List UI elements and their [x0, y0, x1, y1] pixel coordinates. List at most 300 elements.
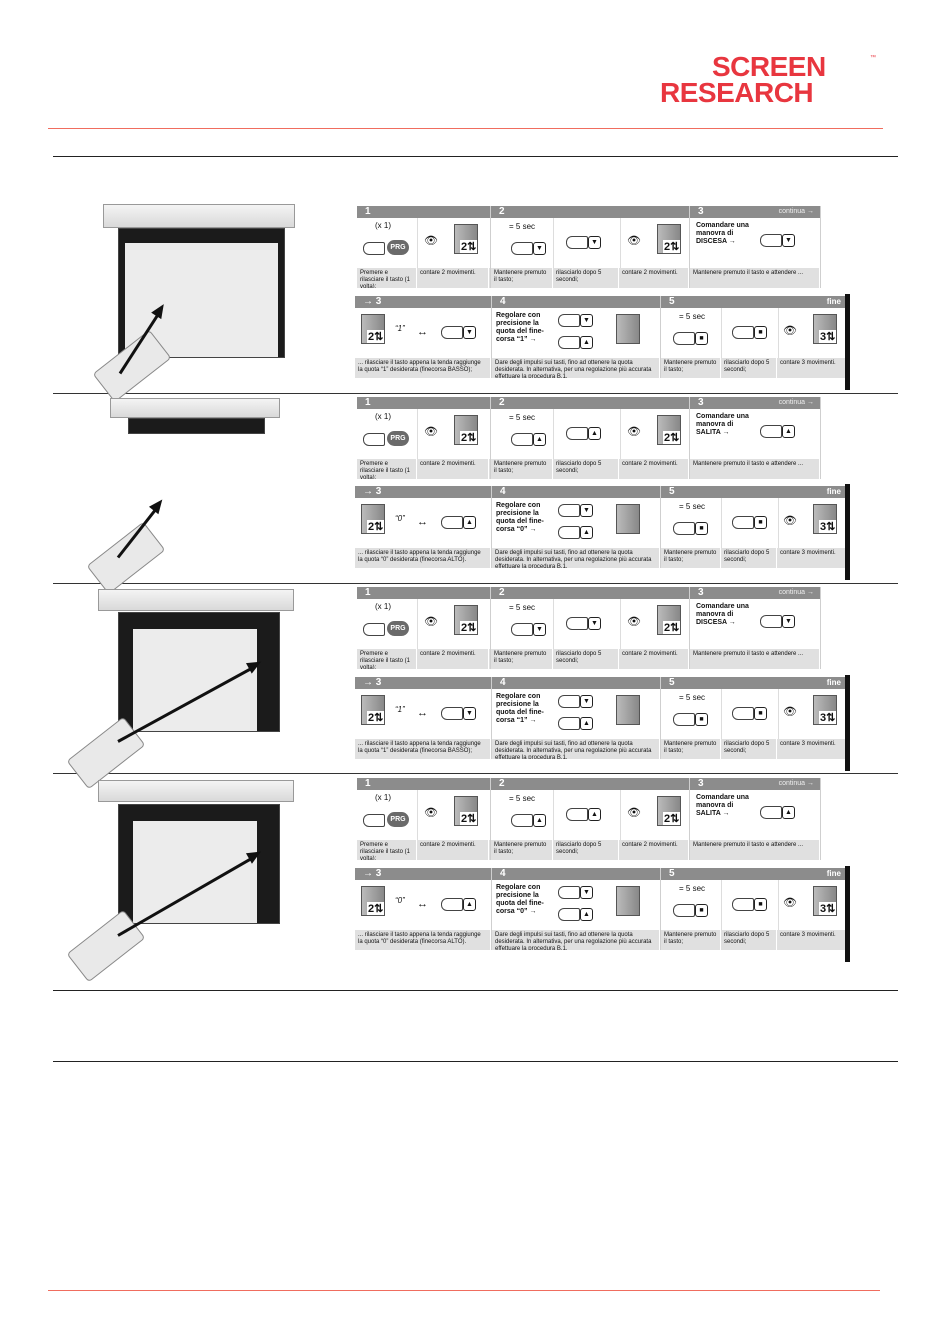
step-header [491, 587, 689, 599]
remote-key-icon: ▼ [782, 234, 795, 247]
step-header [357, 587, 490, 599]
hand-icon [673, 332, 695, 345]
step1-press [357, 409, 418, 459]
remote-key-icon: ▼ [533, 242, 546, 255]
step-caption-row [357, 268, 490, 288]
caption-release-at-limit: ... rilasciare il tasto appena la tenda raggiunge la quota “0” desiderata (finecorsa ALTO). [355, 548, 491, 568]
step-header [491, 206, 689, 218]
brand-research: RESEARCH [660, 77, 814, 108]
remote-key-icon: ▼ [580, 695, 593, 708]
step-4 [492, 486, 661, 568]
step-3 [690, 778, 821, 860]
adjust-text: Regolare con precisione la quota del fine-corsa “1” → [496, 693, 544, 724]
movement-count: 2⇅ [664, 432, 680, 444]
caption-adjust: Dare degli impulsi sui tasti, fino ad ottenere la quota desiderata. In alternativa, per una regolazione più accurata effettuare la procedura B.1. [492, 930, 660, 950]
remote-key-icon: ▲ [533, 433, 546, 446]
movement-count: 3⇅ [820, 521, 836, 533]
step-4 [492, 868, 661, 950]
bottom-rule-2 [53, 1061, 898, 1062]
hand-icon [441, 898, 463, 911]
step-3 [690, 587, 821, 669]
caption-hold: Mantenere premuto il tasto; [491, 268, 553, 288]
step-caption-row [491, 459, 689, 479]
caption-hold: Mantenere premuto il tasto; [661, 739, 721, 759]
step-body [355, 498, 491, 548]
caption-count: contare 2 movimenti. [417, 459, 489, 479]
step-caption-row [357, 840, 490, 860]
timer-label: = 5 sec [679, 884, 706, 893]
hand-icon [760, 615, 782, 628]
step-2 [491, 778, 690, 860]
double-arrow-icon: ↔ [417, 707, 428, 719]
hand-icon [558, 504, 580, 517]
step-continue-label: continua → [778, 208, 814, 215]
caption-release: rilasciarlo dopo 5 secondi; [721, 548, 777, 568]
movement-count: 3⇅ [820, 712, 836, 724]
remote-key-icon: ▼ [782, 615, 795, 628]
remote-key-icon: ▼ [580, 886, 593, 899]
step1-observe [418, 218, 490, 268]
step5-hold [661, 689, 722, 739]
step5-release [722, 308, 779, 358]
command-text: Comandare una manovra di SALITA → [696, 794, 749, 817]
screen-canvas [118, 804, 280, 924]
remote-key-icon: ▲ [782, 425, 795, 438]
step2-hold [491, 409, 554, 459]
caption-adjust: Dare degli impulsi sui tasti, fino ad ottenere la quota desiderata. In alternativa, per una regolazione più accurata effettuare la procedura B.1. [492, 548, 660, 568]
remote-key-icon: ▼ [580, 504, 593, 517]
step-header [661, 296, 847, 308]
press-count-label: (x 1) [375, 602, 391, 611]
timer-label: = 5 sec [679, 502, 706, 511]
step-4 [492, 296, 661, 378]
hand-icon [363, 623, 385, 636]
movement-count: 2⇅ [368, 521, 384, 533]
remote-key-icon: ■ [754, 516, 767, 529]
hand-icon [363, 814, 385, 827]
caption-hold: Mantenere premuto il tasto; [661, 548, 721, 568]
step2-observe [621, 218, 691, 268]
instruction-strip [355, 486, 848, 568]
step-caption-row [491, 840, 689, 860]
remote-key-icon: ▼ [463, 326, 476, 339]
step-header [492, 486, 660, 498]
hand-icon [566, 427, 588, 440]
step-number: 2 [499, 587, 505, 598]
section-divider [53, 773, 898, 774]
movement-count: 3⇅ [820, 331, 836, 343]
hand-icon [732, 707, 754, 720]
step-body [690, 790, 820, 840]
step-continue-label: fine [826, 678, 841, 687]
remote-key-icon: ▲ [580, 908, 593, 921]
step-number: → 3 [363, 486, 382, 497]
hand-icon [441, 326, 463, 339]
step-header [690, 397, 820, 409]
step-header [661, 868, 847, 880]
remote-key-icon: ■ [695, 904, 708, 917]
step-continue-label: continua → [778, 780, 814, 787]
caption-press: Premere e rilasciare il tasto (1 volta); [357, 268, 417, 288]
step2-release [554, 218, 621, 268]
step-continue-label: fine [826, 487, 841, 496]
screen-roll-icon [616, 695, 640, 725]
step5-observe [779, 498, 849, 548]
step-2 [491, 397, 690, 479]
section-divider [53, 393, 898, 394]
end-marker-bar [845, 294, 850, 390]
limit-label: “0” [395, 514, 405, 523]
caption-hold: Mantenere premuto il tasto; [491, 840, 553, 860]
hand-icon [363, 433, 385, 446]
screen-casing [98, 780, 294, 802]
hand-icon [558, 717, 580, 730]
remote-key-icon: ▲ [463, 516, 476, 529]
step-header [491, 778, 689, 790]
step-3-continued [355, 868, 492, 950]
eye-icon: 👁 [424, 426, 438, 438]
screen-roll-icon [616, 504, 640, 534]
hand-icon [558, 314, 580, 327]
caption-release-at-limit: ... rilasciare il tasto appena la tenda raggiunge la quota “1” desiderata (finecorsa BASSO); [355, 358, 491, 378]
step-body [357, 409, 490, 459]
caption-release: rilasciarlo dopo 5 secondi; [721, 930, 777, 950]
step-continue-label: continua → [778, 399, 814, 406]
adjust-text: Regolare con precisione la quota del fine-corsa “0” → [496, 502, 544, 533]
step-body [491, 599, 689, 649]
hand-icon [511, 242, 533, 255]
step-number: 5 [669, 296, 675, 307]
instruction-strip [357, 778, 821, 860]
step3-release [355, 880, 491, 930]
limit-label: “1” [395, 705, 405, 714]
step-body [661, 689, 847, 739]
step-number: 1 [365, 587, 371, 598]
step1-press [357, 599, 418, 649]
eye-icon: 👁 [424, 235, 438, 247]
hand-icon [558, 526, 580, 539]
movement-count: 2⇅ [664, 622, 680, 634]
step-header [690, 778, 820, 790]
caption-release-at-limit: ... rilasciare il tasto appena la tenda raggiunge la quota “1” desiderata (finecorsa BASSO); [355, 739, 491, 759]
step-body [661, 880, 847, 930]
step-caption-row [357, 649, 490, 669]
hand-icon [673, 904, 695, 917]
screen-roll-icon [616, 314, 640, 344]
step-caption-row [357, 459, 490, 479]
remote-key-icon: ▲ [463, 898, 476, 911]
prg-button-icon: PRG [387, 240, 409, 255]
prg-button-icon: PRG [387, 431, 409, 446]
hand-icon [566, 617, 588, 630]
remote-key-icon: ■ [695, 713, 708, 726]
step3-release [355, 308, 491, 358]
step-header [357, 206, 490, 218]
eye-icon: 👁 [424, 807, 438, 819]
eye-icon: 👁 [783, 325, 797, 337]
adjust-text: Regolare con precisione la quota del fine-corsa “1” → [496, 312, 544, 343]
screen-black-masking [278, 229, 284, 357]
instruction-strip [357, 206, 821, 288]
step-body [492, 308, 660, 358]
caption-release: rilasciarlo dopo 5 secondi; [553, 840, 619, 860]
caption-hold: Mantenere premuto il tasto; [661, 930, 721, 950]
caption-hold-wait: Mantenere premuto il tasto e attendere ... [690, 459, 820, 479]
step-body [355, 880, 491, 930]
step-5 [661, 296, 848, 378]
step-number: 1 [365, 397, 371, 408]
step-body [357, 218, 490, 268]
remote-key-icon: ▲ [580, 526, 593, 539]
step-caption-row [661, 548, 847, 568]
step3-command [690, 790, 820, 840]
step-body [661, 308, 847, 358]
step-caption-row [355, 358, 491, 378]
footer-rule [48, 1290, 880, 1291]
step-header [690, 206, 820, 218]
eye-icon: 👁 [783, 706, 797, 718]
step-continue-label: fine [826, 869, 841, 878]
step-caption-row [355, 930, 491, 950]
caption-count3: contare 3 movimenti. [777, 358, 847, 378]
screen-casing [110, 398, 280, 418]
step-3 [690, 397, 821, 479]
instruction-strip [357, 587, 821, 669]
movement-count: 2⇅ [664, 241, 680, 253]
timer-label: = 5 sec [509, 222, 536, 231]
step4-adjust [492, 689, 660, 739]
hand-icon [558, 336, 580, 349]
step-number: 4 [500, 486, 506, 497]
screen-casing [98, 589, 294, 611]
eye-icon: 👁 [627, 235, 641, 247]
caption-release: rilasciarlo dopo 5 secondi; [721, 739, 777, 759]
remote-key-icon: ■ [754, 326, 767, 339]
remote-key-icon: ▲ [782, 806, 795, 819]
step2-hold [491, 599, 554, 649]
step-caption-row [661, 930, 847, 950]
step5-hold [661, 498, 722, 548]
screen-casing [103, 204, 295, 228]
step-4 [492, 677, 661, 759]
step-header [491, 397, 689, 409]
instruction-strip [357, 397, 821, 479]
step3-command [690, 599, 820, 649]
step-number: 3 [698, 397, 704, 408]
hand-icon [511, 814, 533, 827]
brand-screen: SCREEN [712, 51, 826, 82]
step4-adjust [492, 498, 660, 548]
remote-key-icon: ▼ [463, 707, 476, 720]
step-caption-row [355, 739, 491, 759]
step-1 [357, 206, 491, 288]
movement-count: 2⇅ [461, 241, 477, 253]
instruction-strip [355, 677, 848, 759]
step5-hold [661, 308, 722, 358]
step-header [492, 296, 660, 308]
remote-key-icon: ▼ [588, 617, 601, 630]
movement-count: 2⇅ [368, 712, 384, 724]
screen-black-masking [257, 805, 279, 923]
double-arrow-icon: ↔ [417, 516, 428, 528]
caption-press: Premere e rilasciare il tasto (1 volta); [357, 459, 417, 479]
step-header [355, 868, 491, 880]
step-2 [491, 206, 690, 288]
step-3 [690, 206, 821, 288]
step-caption-row [492, 548, 660, 568]
step-header [355, 296, 491, 308]
remote-key-icon: ▼ [533, 623, 546, 636]
step-3-continued [355, 677, 492, 759]
timer-label: = 5 sec [509, 794, 536, 803]
remote-key-icon: ■ [754, 898, 767, 911]
step1-observe [418, 599, 490, 649]
caption-count3: contare 3 movimenti. [777, 548, 847, 568]
command-text: Comandare una manovra di DISCESA → [696, 222, 749, 245]
step5-observe [779, 880, 849, 930]
step-1 [357, 397, 491, 479]
screen-roll-icon [616, 886, 640, 916]
hand-icon [558, 886, 580, 899]
screen-black-masking [119, 229, 125, 357]
step-5 [661, 486, 848, 568]
step-continue-label: continua → [778, 589, 814, 596]
step-caption-row [690, 649, 820, 669]
hand-icon [760, 806, 782, 819]
step-number: 3 [698, 587, 704, 598]
press-count-label: (x 1) [375, 412, 391, 421]
step-header [661, 677, 847, 689]
hand-icon [558, 695, 580, 708]
step-body [355, 308, 491, 358]
instruction-strip [355, 296, 848, 378]
step-header [492, 868, 660, 880]
step-body [690, 599, 820, 649]
movement-count: 2⇅ [461, 813, 477, 825]
screen-black-masking [119, 805, 133, 923]
step3-release [355, 689, 491, 739]
step5-hold [661, 880, 722, 930]
step1-observe [418, 790, 490, 840]
hand-icon [732, 898, 754, 911]
screen-canvas [118, 612, 280, 732]
eye-icon: 👁 [783, 897, 797, 909]
hand-icon [363, 242, 385, 255]
eye-icon: 👁 [627, 616, 641, 628]
screen-black-masking [119, 229, 284, 243]
caption-hold: Mantenere premuto il tasto; [661, 358, 721, 378]
eye-icon: 👁 [627, 426, 641, 438]
bottom-rule [53, 990, 898, 991]
caption-release-at-limit: ... rilasciare il tasto appena la tenda raggiunge la quota “0” desiderata (finecorsa ALTO). [355, 930, 491, 950]
caption-count: contare 2 movimenti. [417, 268, 489, 288]
hand-icon [441, 707, 463, 720]
step-5 [661, 868, 848, 950]
step-body [491, 409, 689, 459]
step-body [357, 790, 490, 840]
step2-release [554, 599, 621, 649]
step-number: 2 [499, 397, 505, 408]
instruction-strip [355, 868, 848, 950]
step-header [492, 677, 660, 689]
step-5 [661, 677, 848, 759]
eye-icon: 👁 [783, 515, 797, 527]
step2-release [554, 790, 621, 840]
step-number: 2 [499, 206, 505, 217]
step-caption-row [661, 358, 847, 378]
hand-icon [732, 326, 754, 339]
remote-key-icon: ■ [695, 332, 708, 345]
screen-canvas [128, 418, 265, 434]
step3-command [690, 409, 820, 459]
end-marker-bar [845, 866, 850, 962]
step3-release [355, 498, 491, 548]
step-number: 2 [499, 778, 505, 789]
eye-icon: 👁 [627, 807, 641, 819]
movement-count: 2⇅ [664, 813, 680, 825]
step-3-continued [355, 486, 492, 568]
step-continue-label: fine [826, 297, 841, 306]
step-body [690, 409, 820, 459]
remote-key-icon: ▼ [588, 236, 601, 249]
hand-icon [511, 623, 533, 636]
step-body [357, 599, 490, 649]
screen-black-masking [119, 805, 279, 821]
step-header [690, 587, 820, 599]
step-number: 5 [669, 868, 675, 879]
hand-icon [558, 908, 580, 921]
hand-icon [511, 433, 533, 446]
step-body [690, 218, 820, 268]
caption-count: contare 2 movimenti. [417, 840, 489, 860]
brand-trademark: ™ [870, 55, 876, 61]
step1-press [357, 218, 418, 268]
step-body [661, 498, 847, 548]
step-caption-row [690, 840, 820, 860]
hand-icon [441, 516, 463, 529]
step-header [357, 778, 490, 790]
step2-observe [621, 790, 691, 840]
step4-adjust [492, 880, 660, 930]
hand-icon [673, 713, 695, 726]
screen-black-masking [257, 613, 279, 731]
caption-count: contare 2 movimenti. [417, 649, 489, 669]
eye-icon: 👁 [424, 616, 438, 628]
remote-key-icon: ▲ [533, 814, 546, 827]
double-arrow-icon: ↔ [417, 326, 428, 338]
step-caption-row [355, 548, 491, 568]
step2-hold [491, 790, 554, 840]
step-caption-row [492, 358, 660, 378]
hand-icon [760, 234, 782, 247]
top-rule [53, 156, 898, 157]
hand-icon [566, 808, 588, 821]
movement-count: 2⇅ [368, 331, 384, 343]
step-number: → 3 [363, 677, 382, 688]
caption-hold-wait: Mantenere premuto il tasto e attendere ... [690, 840, 820, 860]
step-caption-row [690, 268, 820, 288]
caption-press: Premere e rilasciare il tasto (1 volta); [357, 840, 417, 860]
caption-count3: contare 3 movimenti. [777, 930, 847, 950]
caption-hold: Mantenere premuto il tasto; [491, 649, 553, 669]
step-header [661, 486, 847, 498]
screen-black-masking [119, 613, 133, 731]
caption-hold-wait: Mantenere premuto il tasto e attendere ... [690, 649, 820, 669]
timer-label: = 5 sec [679, 312, 706, 321]
step-number: 5 [669, 486, 675, 497]
step-number: 4 [500, 296, 506, 307]
limit-label: “0” [395, 896, 405, 905]
